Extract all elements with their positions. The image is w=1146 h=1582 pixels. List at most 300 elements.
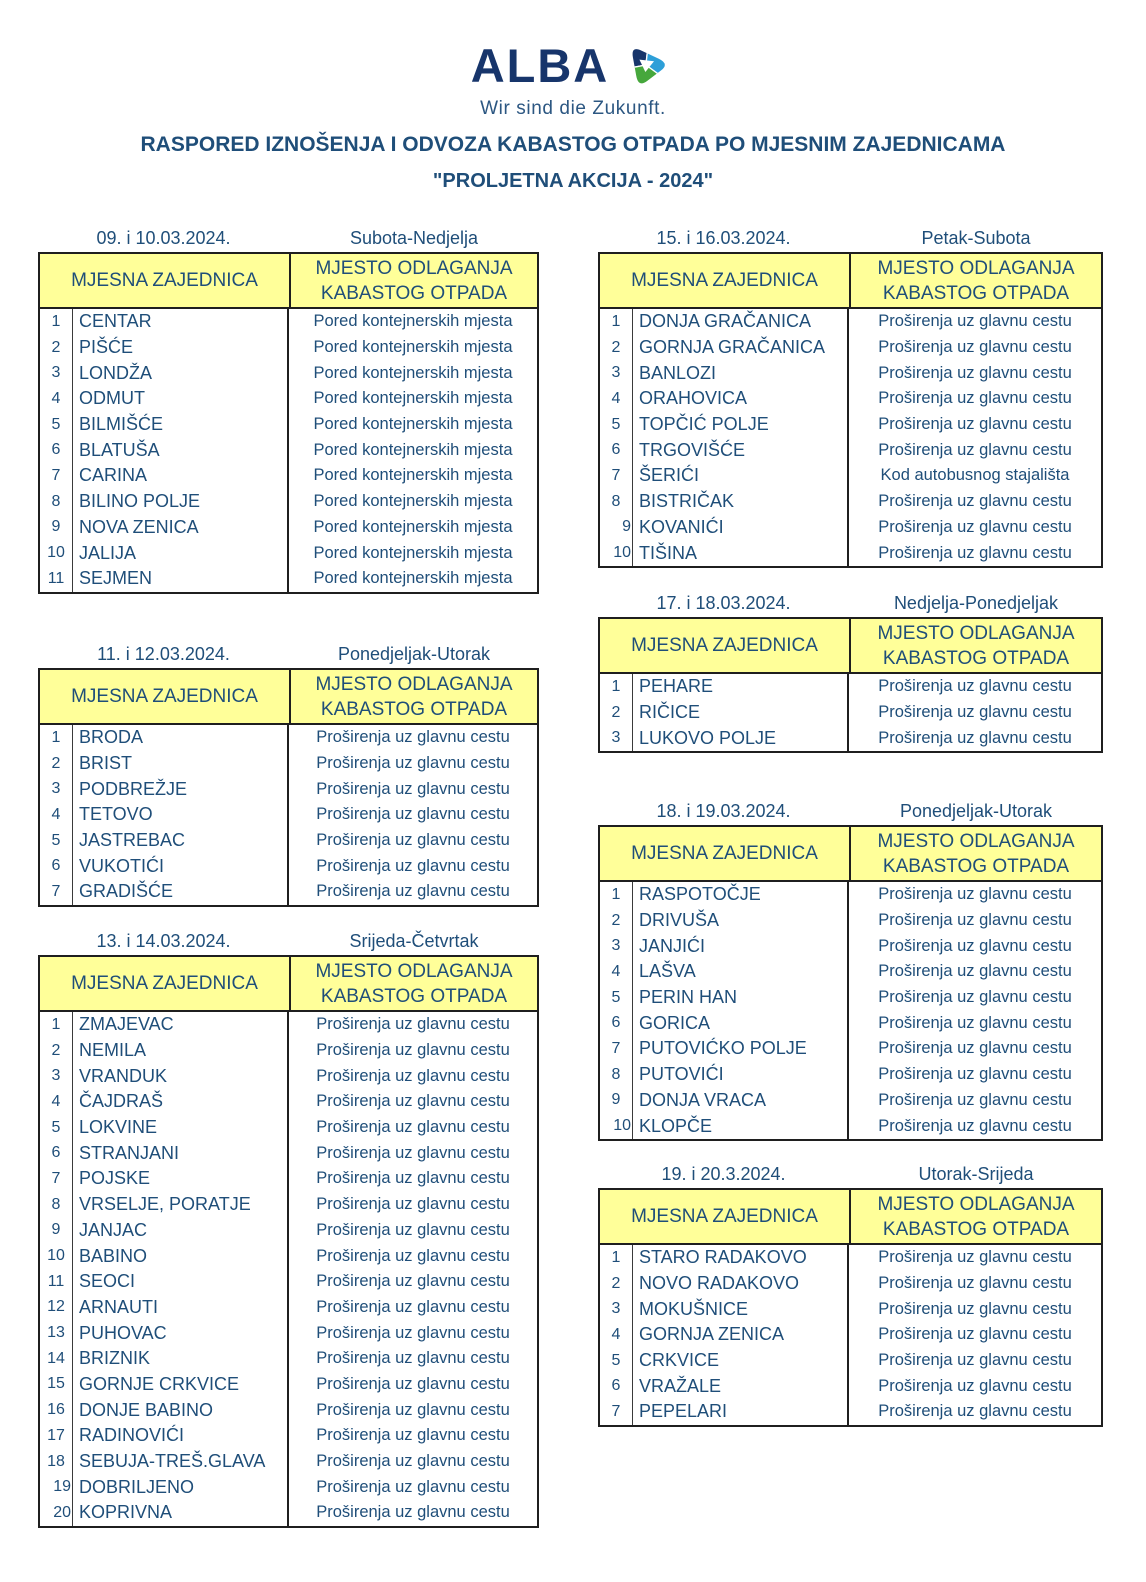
community-name: CARINA [72,463,287,489]
table-body [40,725,537,905]
schedule-grid [38,955,539,1528]
disposal-place: Proširenja uz glavnu cestu [847,386,1101,412]
community-name: BRIST [72,751,287,777]
row-number: 14 [47,1349,65,1367]
row-number: 2 [611,703,621,721]
table-row [600,882,1101,908]
table-row [40,540,537,566]
table-date-label: 15. i 16.03.2024. [656,227,791,248]
community-name: PEPELARI [632,1399,847,1425]
table-row [600,933,1101,959]
table-days-label: Ponedjeljak-Utorak [337,643,491,664]
table-row [40,1192,537,1218]
disposal-place: Proširenja uz glavnu cestu [287,1423,537,1449]
row-number: 6 [611,1377,621,1395]
row-number: 7 [51,882,61,900]
table-body [600,882,1101,1139]
table-row [600,985,1101,1011]
row-number: 11 [47,569,65,587]
column-header-location: MJESTO ODLAGANJA KABASTOG OTPADA [289,957,537,1010]
disposal-place: Proširenja uz glavnu cestu [287,1500,537,1526]
disposal-place: Pored kontejnerskih mjesta [287,540,537,566]
community-name: CRKVICE [632,1348,847,1374]
community-name: SEBUJA-TREŠ.GLAVA [72,1449,287,1475]
community-name: LAŠVA [632,959,847,985]
table-row [600,360,1101,386]
table-row [40,1269,537,1295]
community-name: STRANJANI [72,1140,287,1166]
community-name: PERIN HAN [632,985,847,1011]
column-header-community: MJESNA ZAJEDNICA [71,269,258,291]
table-date-label: 19. i 20.3.2024. [661,1163,786,1184]
table-row [600,725,1101,751]
table-row [600,700,1101,726]
table-body [40,1012,537,1526]
row-number: 18 [47,1452,65,1470]
table-row [40,1295,537,1321]
table-row [600,674,1101,700]
community-name: DONJE BABINO [72,1397,287,1423]
row-number: 1 [611,1248,621,1266]
table-date-row [38,642,539,666]
community-name: GORNJA ZENICA [632,1322,847,1348]
table-header-row [600,1190,1101,1245]
row-number: 4 [611,1325,621,1343]
table-row [40,335,537,361]
disposal-place: Proširenja uz glavnu cestu [287,853,537,879]
community-name: DOBRILJENO [72,1474,287,1500]
community-name: STARO RADAKOVO [632,1245,847,1271]
row-number: 7 [611,1402,621,1420]
table-row [600,1010,1101,1036]
table-row [600,1271,1101,1297]
community-name: TOPČIĆ POLJE [632,412,847,438]
column-header-location: MJESTO ODLAGANJA KABASTOG OTPADA [289,254,537,307]
disposal-place: Proširenja uz glavnu cestu [847,360,1101,386]
row-number: 1 [611,885,621,903]
table-date-row [38,226,539,250]
disposal-place: Proširenja uz glavnu cestu [287,1346,537,1372]
community-name: ORAHOVICA [632,386,847,412]
community-name: BISTRIČAK [632,489,847,515]
row-number: 6 [51,1144,61,1162]
disposal-place: Proširenja uz glavnu cestu [287,828,537,854]
table-row [40,1449,537,1475]
schedule-grid [598,617,1103,753]
row-number: 3 [51,364,61,382]
row-number: 15 [47,1375,65,1393]
table-row [600,1373,1101,1399]
table-body [40,309,537,592]
row-number: 7 [611,466,621,484]
table-date-row [38,929,539,953]
row-number: 2 [51,1041,61,1059]
community-name: VUKOTIĆI [72,853,287,879]
disposal-place: Proširenja uz glavnu cestu [287,1166,537,1192]
table-row [40,309,537,335]
disposal-place: Proširenja uz glavnu cestu [847,674,1101,700]
community-name: DONJA GRAČANICA [632,309,847,335]
row-number: 1 [51,312,61,330]
disposal-place: Proširenja uz glavnu cestu [847,725,1101,751]
community-name: POJSKE [72,1166,287,1192]
disposal-place: Proširenja uz glavnu cestu [847,335,1101,361]
disposal-place: Proširenja uz glavnu cestu [287,1218,537,1244]
row-number: 8 [51,492,61,510]
disposal-place: Proširenja uz glavnu cestu [287,776,537,802]
schedule-table-6 [598,799,1103,1141]
row-number: 16 [47,1401,65,1419]
row-number: 7 [51,1169,61,1187]
column-header-location: MJESTO ODLAGANJA KABASTOG OTPADA [849,827,1101,880]
column-header-community: MJESNA ZAJEDNICA [71,972,258,994]
community-name: GORICA [632,1010,847,1036]
disposal-place: Proširenja uz glavnu cestu [847,1036,1101,1062]
community-name: KLOPČE [632,1113,847,1139]
disposal-place: Proširenja uz glavnu cestu [847,700,1101,726]
community-name: NOVA ZENICA [72,515,287,541]
row-number: 5 [611,988,621,1006]
table-row [600,463,1101,489]
disposal-place: Proširenja uz glavnu cestu [287,1269,537,1295]
community-name: ŠERIĆI [632,463,847,489]
disposal-place: Proširenja uz glavnu cestu [847,1271,1101,1297]
disposal-place: Pored kontejnerskih mjesta [287,437,537,463]
schedule-table-3 [38,929,539,1528]
table-row [40,751,537,777]
disposal-place: Proširenja uz glavnu cestu [847,412,1101,438]
table-header-row [600,619,1101,674]
column-header-community: MJESNA ZAJEDNICA [631,634,818,656]
table-row [40,515,537,541]
row-number: 2 [611,1274,621,1292]
table-row [40,437,537,463]
disposal-place: Proširenja uz glavnu cestu [287,1089,537,1115]
community-name: TETOVO [72,802,287,828]
community-name: BILMIŠĆE [72,412,287,438]
table-row [600,1399,1101,1425]
table-row [40,463,537,489]
row-number: 19 [53,1478,71,1496]
row-number: 11 [47,1272,65,1290]
community-name: RADINOVIĆI [72,1423,287,1449]
table-days-label: Subota-Nedjelja [349,227,479,248]
community-name: SEJMEN [72,566,287,592]
community-name: BABINO [72,1243,287,1269]
row-number: 3 [51,1067,61,1085]
row-number: 5 [611,1351,621,1369]
table-date-row [598,799,1103,823]
row-number: 7 [611,1039,621,1057]
table-row [600,1322,1101,1348]
row-number: 7 [51,466,61,484]
community-name: JALIJA [72,540,287,566]
row-number: 10 [613,544,631,562]
row-number: 5 [611,415,621,433]
table-row [40,1218,537,1244]
table-row [600,1088,1101,1114]
row-number: 9 [51,518,61,536]
disposal-place: Proširenja uz glavnu cestu [287,802,537,828]
community-name: BILINO POLJE [72,489,287,515]
table-row [600,309,1101,335]
community-name: RIČICE [632,700,847,726]
schedule-table-7 [598,1162,1103,1427]
row-number: 4 [51,1092,61,1110]
table-row [600,335,1101,361]
table-days-label: Nedjelja-Ponedjeljak [893,592,1059,613]
community-name: MOKUŠNICE [632,1296,847,1322]
row-number: 3 [51,780,61,798]
table-header-row [40,254,537,309]
table-date-label: 11. i 12.03.2024. [97,643,230,664]
disposal-place: Proširenja uz glavnu cestu [287,1012,537,1038]
community-name: CENTAR [72,309,287,335]
disposal-place: Pored kontejnerskih mjesta [287,463,537,489]
row-number: 1 [51,1015,61,1033]
row-number: 2 [611,338,621,356]
row-number: 2 [611,911,621,929]
row-number: 5 [51,1118,61,1136]
table-row [600,1348,1101,1374]
community-name: JANJAC [72,1218,287,1244]
table-row [600,1036,1101,1062]
community-name: TRGOVIŠĆE [632,437,847,463]
table-row [600,959,1101,985]
table-header-row [40,957,537,1012]
column-header-community: MJESNA ZAJEDNICA [631,842,818,864]
brand-header [0,36,1146,120]
community-name: KOPRIVNA [72,1500,287,1526]
table-row [600,540,1101,566]
table-row [40,386,537,412]
row-number: 2 [51,754,61,772]
disposal-place: Pored kontejnerskih mjesta [287,515,537,541]
schedule-grid [598,252,1103,568]
row-number: 4 [51,389,61,407]
row-number: 4 [51,805,61,823]
table-row [40,1346,537,1372]
disposal-place: Proširenja uz glavnu cestu [287,1115,537,1141]
community-name: BLATUŠA [72,437,287,463]
disposal-place: Proširenja uz glavnu cestu [847,882,1101,908]
table-row [40,1372,537,1398]
disposal-place: Proširenja uz glavnu cestu [847,908,1101,934]
community-name: PODBREŽJE [72,776,287,802]
disposal-place: Pored kontejnerskih mjesta [287,386,537,412]
table-days-label: Srijeda-Četvrtak [349,930,479,951]
community-name: PUTOVIĆI [632,1062,847,1088]
row-number: 8 [51,1195,61,1213]
community-name: PEHARE [632,674,847,700]
disposal-place: Proširenja uz glavnu cestu [847,515,1101,541]
community-name: ZMAJEVAC [72,1012,287,1038]
table-row [40,1500,537,1526]
community-name: VRSELJE, PORATJE [72,1192,287,1218]
disposal-place: Proširenja uz glavnu cestu [847,1296,1101,1322]
column-header-location: MJESTO ODLAGANJA KABASTOG OTPADA [849,619,1101,672]
disposal-place: Proširenja uz glavnu cestu [287,1320,537,1346]
table-row [600,1296,1101,1322]
table-row [40,1320,537,1346]
disposal-place: Proširenja uz glavnu cestu [847,1245,1101,1271]
disposal-place: Proširenja uz glavnu cestu [287,1140,537,1166]
table-row [600,386,1101,412]
disposal-place: Pored kontejnerskih mjesta [287,412,537,438]
column-header-community: MJESNA ZAJEDNICA [631,1205,818,1227]
community-name: KOVANIĆI [632,515,847,541]
disposal-place: Proširenja uz glavnu cestu [847,959,1101,985]
disposal-place: Proširenja uz glavnu cestu [287,1063,537,1089]
community-name: TIŠINA [632,540,847,566]
row-number: 5 [51,415,61,433]
table-row [600,1113,1101,1139]
table-row [40,1115,537,1141]
row-number: 8 [611,1065,621,1083]
table-body [600,309,1101,566]
table-days-label: Utorak-Srijeda [918,1163,1034,1184]
disposal-place: Proširenja uz glavnu cestu [287,1449,537,1475]
disposal-place: Proširenja uz glavnu cestu [847,437,1101,463]
row-number: 4 [611,962,621,980]
community-name: ČAJDRAŠ [72,1089,287,1115]
column-header-community: MJESNA ZAJEDNICA [71,685,258,707]
row-number: 1 [51,728,61,746]
disposal-place: Proširenja uz glavnu cestu [847,1322,1101,1348]
table-row [600,437,1101,463]
table-row [40,725,537,751]
disposal-place: Proširenja uz glavnu cestu [847,1088,1101,1114]
disposal-place: Proširenja uz glavnu cestu [847,1113,1101,1139]
schedule-grid [598,825,1103,1141]
page-subtitle: "PROLJETNA AKCIJA - 2024" [432,170,714,192]
table-row [600,1062,1101,1088]
disposal-place: Pored kontejnerskih mjesta [287,309,537,335]
row-number: 9 [51,1221,61,1239]
disposal-place: Pored kontejnerskih mjesta [287,566,537,592]
table-row [40,1063,537,1089]
schedule-table-1 [38,226,539,594]
disposal-place: Proširenja uz glavnu cestu [847,1010,1101,1036]
page-title: RASPORED IZNOŠENJA I ODVOZA KABASTOG OTPADA PO MJESNIM ZAJEDNICAMA [140,133,1006,156]
table-date-label: 18. i 19.03.2024. [656,800,791,821]
table-body [600,1245,1101,1425]
disposal-place: Proširenja uz glavnu cestu [847,985,1101,1011]
disposal-place: Proširenja uz glavnu cestu [847,1399,1101,1425]
row-number: 10 [613,1117,631,1135]
row-number: 6 [611,1014,621,1032]
table-row [40,776,537,802]
community-name: VRANDUK [72,1063,287,1089]
row-number: 9 [622,518,631,536]
table-days-label: Petak-Subota [921,227,1031,248]
disposal-place: Proširenja uz glavnu cestu [847,1062,1101,1088]
table-row [40,489,537,515]
row-number: 6 [611,441,621,459]
community-name: GORNJE CRKVICE [72,1372,287,1398]
community-name: DONJA VRACA [632,1088,847,1114]
row-number: 2 [51,338,61,356]
column-header-community: MJESNA ZAJEDNICA [631,269,818,291]
table-row [40,1397,537,1423]
table-row [40,828,537,854]
community-name: BANLOZI [632,360,847,386]
table-row [600,1245,1101,1271]
row-number: 3 [611,729,621,747]
alba-logo-mark [619,38,675,92]
community-name: ARNAUTI [72,1295,287,1321]
table-row [40,1243,537,1269]
schedule-table-5 [598,591,1103,753]
community-name: NEMILA [72,1038,287,1064]
row-number: 1 [611,312,621,330]
table-row [40,879,537,905]
row-number: 10 [47,1247,65,1265]
disposal-place: Pored kontejnerskih mjesta [287,335,537,361]
table-row [600,489,1101,515]
disposal-place: Proširenja uz glavnu cestu [847,489,1101,515]
table-days-label: Ponedjeljak-Utorak [899,800,1053,821]
community-name: LONDŽA [72,360,287,386]
community-name: BRIZNIK [72,1346,287,1372]
row-number: 12 [47,1298,65,1316]
table-row [40,1474,537,1500]
schedule-table-2 [38,642,539,907]
row-number: 5 [51,831,61,849]
row-number: 9 [611,1091,621,1109]
schedule-grid [598,1188,1103,1427]
table-date-label: 09. i 10.03.2024. [96,227,231,248]
table-row [40,802,537,828]
row-number: 3 [611,1300,621,1318]
table-row [40,412,537,438]
disposal-place: Pored kontejnerskih mjesta [287,489,537,515]
community-name: JASTREBAC [72,828,287,854]
table-row [40,1038,537,1064]
schedule-grid [38,252,539,594]
table-row [40,1166,537,1192]
disposal-place: Proširenja uz glavnu cestu [287,1474,537,1500]
row-number: 8 [611,492,621,510]
disposal-place: Proširenja uz glavnu cestu [847,540,1101,566]
disposal-place: Proširenja uz glavnu cestu [287,1243,537,1269]
table-body [600,674,1101,751]
row-number: 6 [51,441,61,459]
row-number: 3 [611,364,621,382]
disposal-place: Proširenja uz glavnu cestu [287,879,537,905]
disposal-place: Proširenja uz glavnu cestu [287,1192,537,1218]
table-date-row [598,226,1103,250]
table-header-row [600,827,1101,882]
community-name: BRODA [72,725,287,751]
table-row [600,412,1101,438]
table-date-label: 17. i 18.03.2024. [656,592,791,613]
schedule-table-4 [598,226,1103,568]
community-name: LOKVINE [72,1115,287,1141]
table-date-row [598,1162,1103,1186]
table-header-row [40,670,537,725]
table-row [40,566,537,592]
community-name: PIŠĆE [72,335,287,361]
column-header-location: MJESTO ODLAGANJA KABASTOG OTPADA [849,1190,1101,1243]
disposal-place: Proširenja uz glavnu cestu [847,1373,1101,1399]
disposal-place: Proširenja uz glavnu cestu [287,1372,537,1398]
community-name: ODMUT [72,386,287,412]
table-row [40,1140,537,1166]
row-number: 1 [611,677,621,695]
alba-logo-text: ALBA [470,38,610,92]
row-number: 10 [47,544,65,562]
